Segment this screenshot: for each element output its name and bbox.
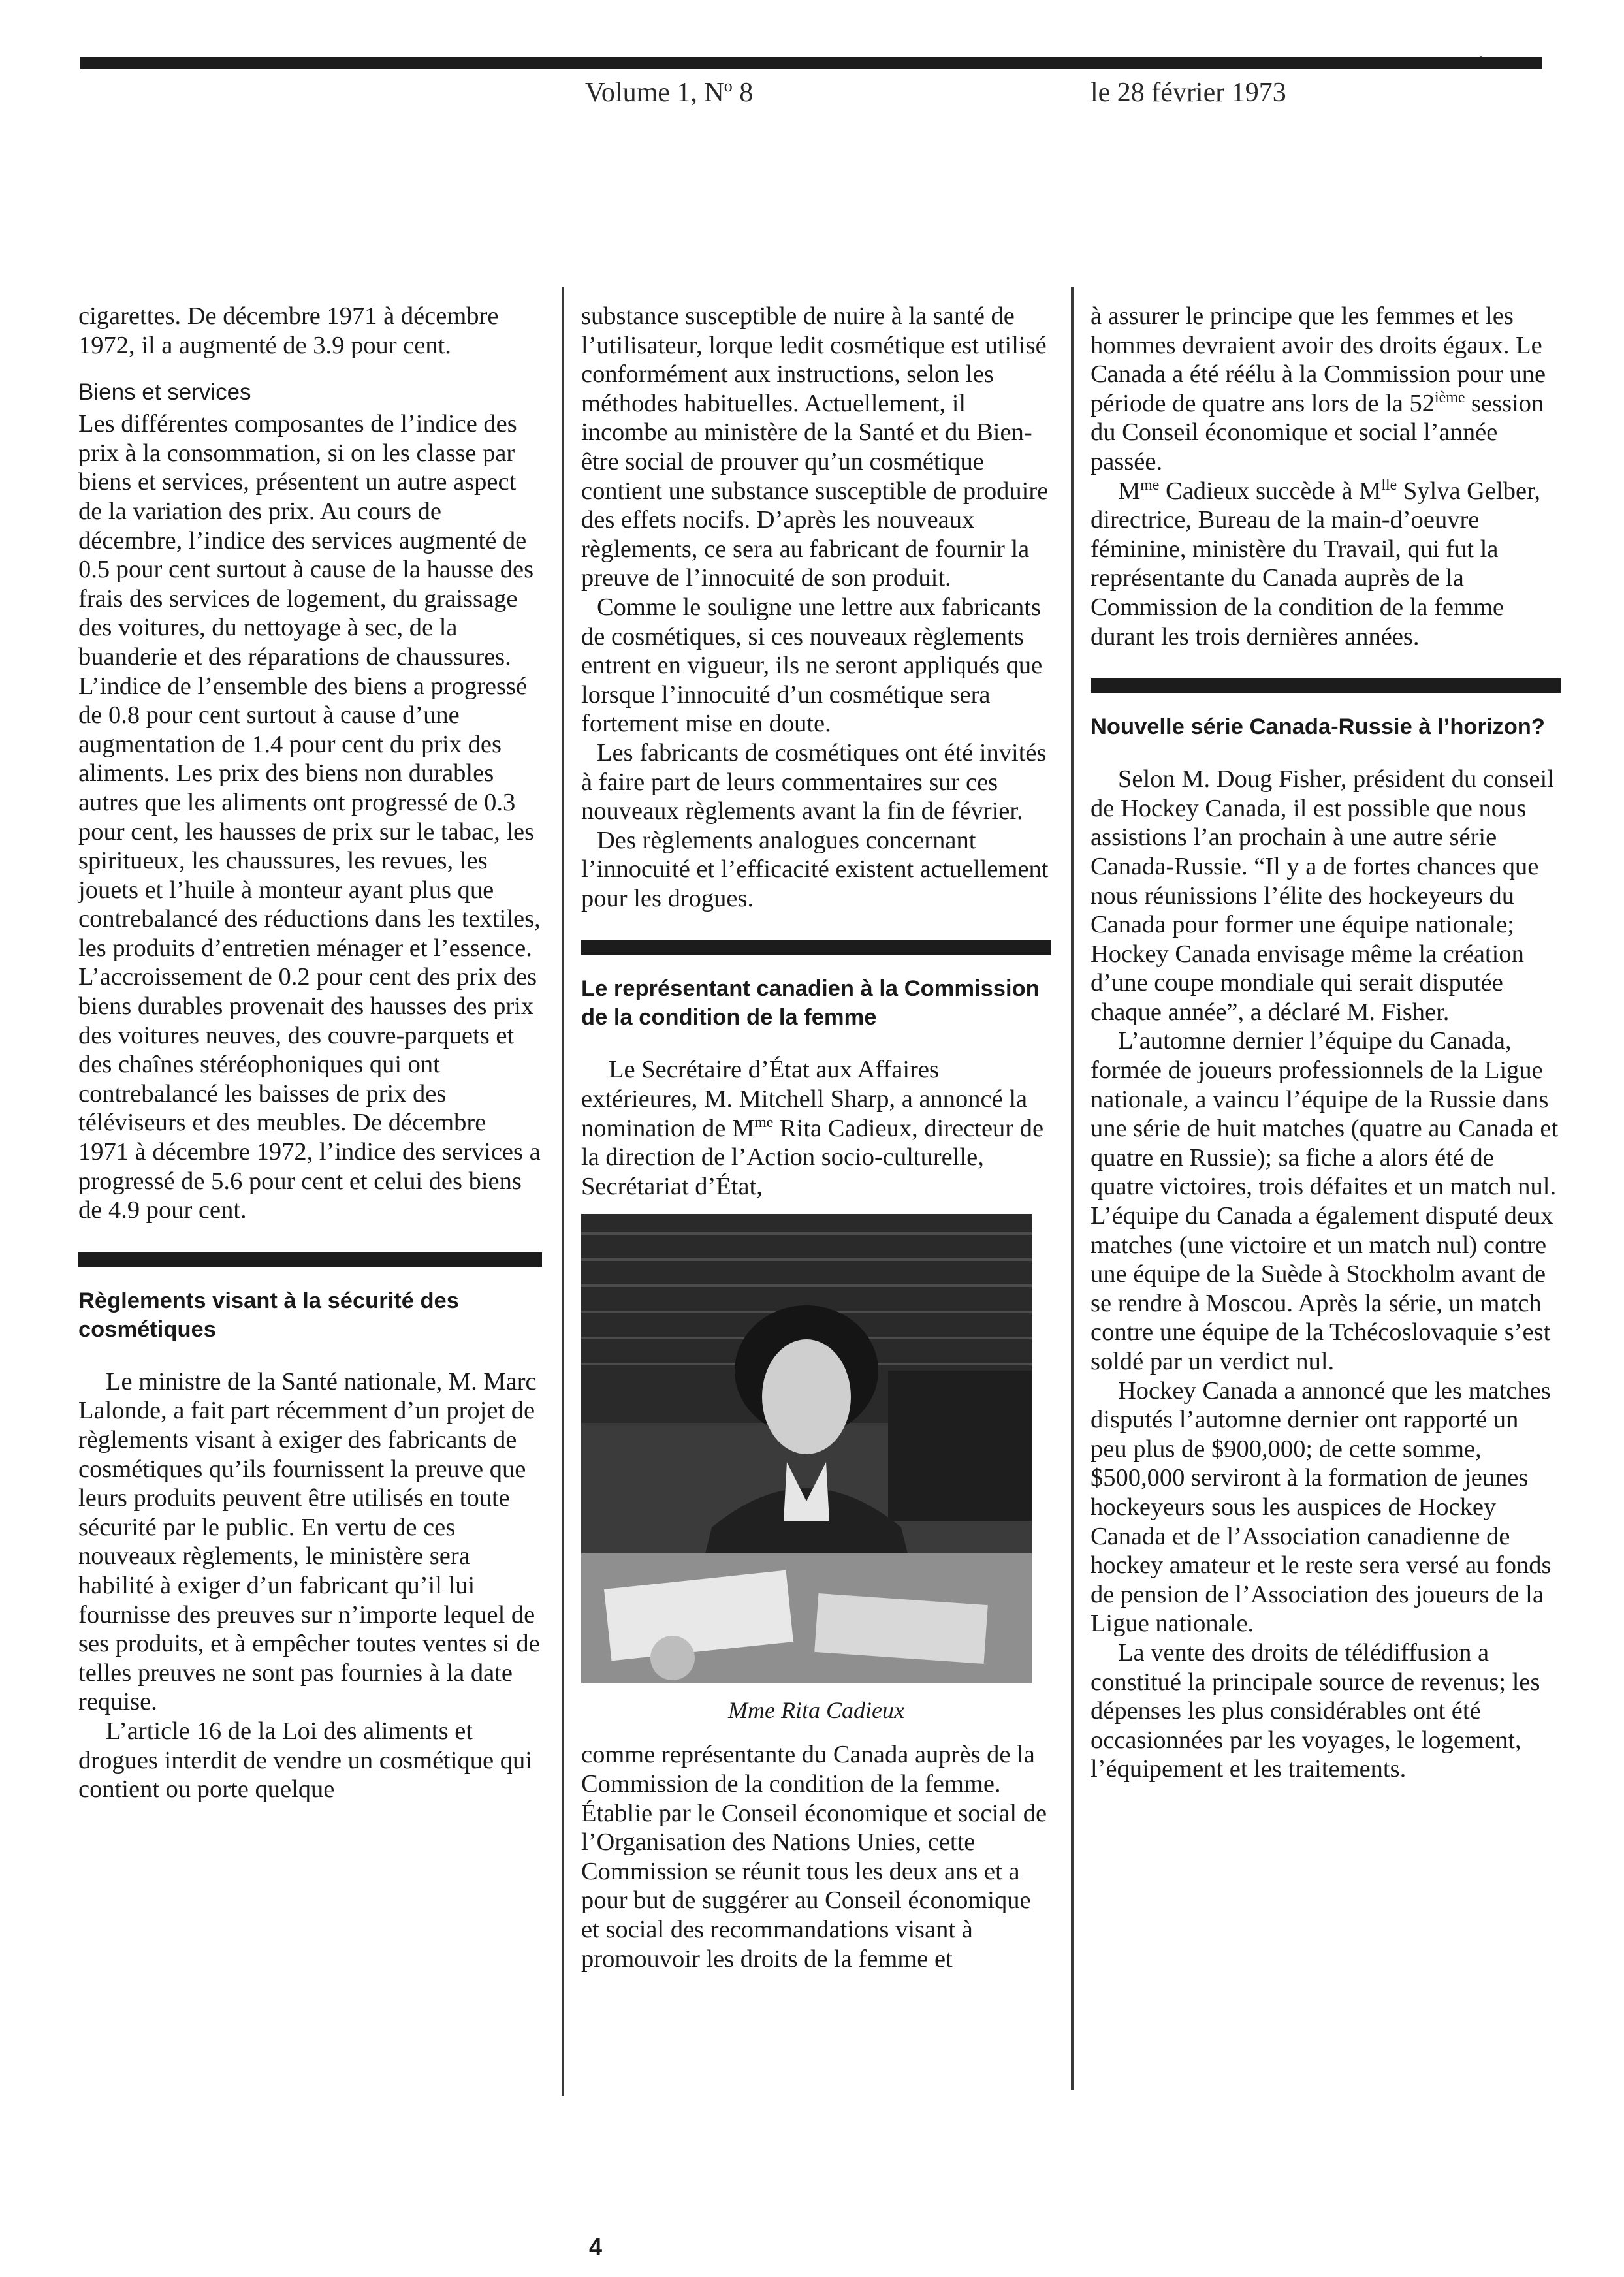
paragraph: Le Secrétaire d’État aux Affaires extérieures, M. Mitchell Sharp, a annoncé la nomination de $M^{me}$ Rita Cadieux, directeur de la direction de l’Action socio-culturelle, Secrétariat d’État, <box>581 1056 1044 1200</box>
paragraph: Les différentes composantes de l’indice des prix à la consommation, si on les classe par biens et services, présentent un autre aspect de la variation des prix. Au cours de décembre, l’indice des services augmenté de 0.5 pour cent surtout à cause de la hausse des frais des services de logement, du graissage des voitures, du nettoyage à sec, de la buanderie et des réparations de chaussures. L’indice de l’ensemble des biens a progressé de 0.8 pour cent surtout à cause d’une augmentation de 1.4 pour cent du prix des aliments. Les prix des biens non durables autres que les aliments ont progressé de 0.3 pour cent, les hausses de prix sur le tabac, les spiritueux, les chaussures, les revues, les jouets et l’huile à monteur ayant plus que contrebalancé des réductions dans les textiles, les produits d’entretien ménager et l’essence. L’accroissement de 0.2 pour cent des prix des biens durables provenait des hausses des prix des voitures neuves, des couvre-parquets et des chaînes stéréophoniques qui ont contrebalancé les baisses de prix des téléviseurs et des meubles. De décembre 1971 à décembre 1972, l’indice des services a progressé de 5.6 pour cent et celui des biens de 4.9 pour cent. <box>78 410 541 1224</box>
headline-serie: Nouvelle série Canada-Russie à l’horizon? <box>1091 714 1545 740</box>
section-bar <box>581 940 1051 955</box>
column-2 <box>581 302 1051 1973</box>
column-divider <box>562 287 564 2096</box>
column-3 <box>1091 302 1561 1784</box>
headline-representant: Le représentant canadien à la Commission de la condition de la femme <box>581 976 1040 1030</box>
top-rule <box>80 57 1542 69</box>
issue-date: le 28 février 1973 <box>1091 78 1286 108</box>
paragraph: Le ministre de la Santé nationale, M. Marc Lalonde, a fait part récemment d’un projet de règlements visant à exiger des fabricants de cosmétiques qu’ils fournissent la preuve que leurs produits peuvent être utilisés en toute sécurité par le public. En vertu de ces nouveaux règlements, le ministère sera habilité à exiger d’un fabricant qu’il lui fournisse des preuves sur n’importe lequel de ses produits, et à empêcher toutes ventes si de telles preuves ne sont pas fournies à la date requise. <box>78 1367 540 1716</box>
column-divider <box>1071 287 1074 2090</box>
paragraph: Selon M. Doug Fisher, président du conseil de Hockey Canada, il est possible que nous assistions l’an prochain à une autre série Canada-Russie. “Il y a de fortes chances que nous réunissions l’élite des hockeyeurs du Canada pour former une équipe nationale; Hockey Canada envisage même la création d’une coupe mondiale qui serait disputée chaque année”, a déclaré M. Fisher. <box>1091 765 1554 1026</box>
top-mark: - <box>1528 47 1536 72</box>
section-bar <box>1091 678 1561 693</box>
paragraph: à assurer le principe que les femmes et les hommes devraient avoir des droits égaux. Le Canada a été réélu à la Commission pour une période de quatre ans lors de la 52ième session du Conseil économique et social l’année passée. <box>1091 302 1546 475</box>
page-number: 4 <box>589 2233 603 2260</box>
portrait-photo <box>581 1214 1032 1683</box>
top-mark: • <box>1477 47 1485 72</box>
paragraph: Hockey Canada a annoncé que les matches disputés l’automne dernier ont rapporté un peu plus de $900,000; de cette somme, $500,000 serviront à la formation de jeunes hockeyeurs sous les auspices de Hockey Canada et de l’Association canadienne de hockey amateur et le reste sera versé au fonds de pension de l’Association des joueurs de la Ligue nationale. <box>1091 1377 1552 1638</box>
paragraph: comme représentante du Canada auprès de la Commission de la condition de la femme. Établie par le Conseil économique et social de l’Organisation des Nations Unies, cette Commission se réunit tous les deux ans et a pour but de suggérer au Conseil économique et social des recommandations visant à promouvoir les droits de la femme et <box>581 1741 1047 1973</box>
paragraph: substance susceptible de nuire à la santé de l’utilisateur, lorque ledit cosmétique est utilisé conformément aux instructions, selon les méthodes habituelles. Actuellement, il incombe au ministère de la Santé et du Bien-être social de prouver qu’un cosmétique contient une substance susceptible de produire des effets nocifs. D’après les nouveaux règlements, ce sera au fabricant de fournir la preuve de l’innocuité de son produit. <box>581 302 1049 592</box>
paragraph: L’article 16 de la Loi des aliments et drogues interdit de vendre un cosmétique qui contient ou porte quelque <box>78 1717 532 1804</box>
paragraph: Les fabricants de cosmétiques ont été invités à faire part de leurs commentaires sur ces nouveaux règlements avant la fin de février. <box>581 739 1047 825</box>
section-bar <box>78 1252 542 1267</box>
paragraph: cigarettes. De décembre 1971 à décembre 1972, il a augmenté de 3.9 pour cent. <box>78 302 499 359</box>
headline-reglements: Règlements visant à la sécurité des cosmétiques <box>78 1288 459 1342</box>
paragraph: Comme le souligne une lettre aux fabricants de cosmétiques, si ces nouveaux règlements entrent en vigueur, ils ne seront appliqués que lorsque l’innocuité d’un cosmétique sera fortement mise en doute. <box>581 593 1043 738</box>
paragraph: L’automne dernier l’équipe du Canada, formée de joueurs professionnels de la Ligue nationale, a vaincu l’équipe de la Russie dans une série de huit matches (quatre au Canada et quatre en Russie); sa fiche a alors été de quatre victoires, trois défaites et un match nul. L’équipe du Canada a également disputé deux matches (une victoire et un match nul) contre une équipe de la Suède à Stockholm avant de se rendre à Moscou. Après la série, un match contre une équipe de la Tchécoslovaquie s’est soldé par un verdict nul. <box>1091 1027 1559 1375</box>
photo-caption: Mme Rita Cadieux <box>728 1697 904 1724</box>
column-1 <box>78 302 542 1804</box>
volume-label: Volume 1, $N^o$ 8 <box>585 76 754 108</box>
subheading-biens-services: Biens et services <box>78 379 251 406</box>
paragraph: Des règlements analogues concernant l’innocuité et l’efficacité existent actuellement pour les drogues. <box>581 826 1049 912</box>
paragraph: $M^{me}$ Cadieux succède à $M^{lle}$ Sylva Gelber, directrice, Bureau de la main-d’oeuvre féminine, ministère du Travail, qui fut la représentante du Canada auprès de la Commission de la condition de la femme durant les trois dernières années. <box>1091 476 1540 650</box>
paragraph: La vente des droits de télédiffusion a constitué la principale source de revenus; les dépenses les plus considérables ont été occasionnées par les voyages, le logement, l’équipement et les traitements. <box>1091 1638 1540 1783</box>
